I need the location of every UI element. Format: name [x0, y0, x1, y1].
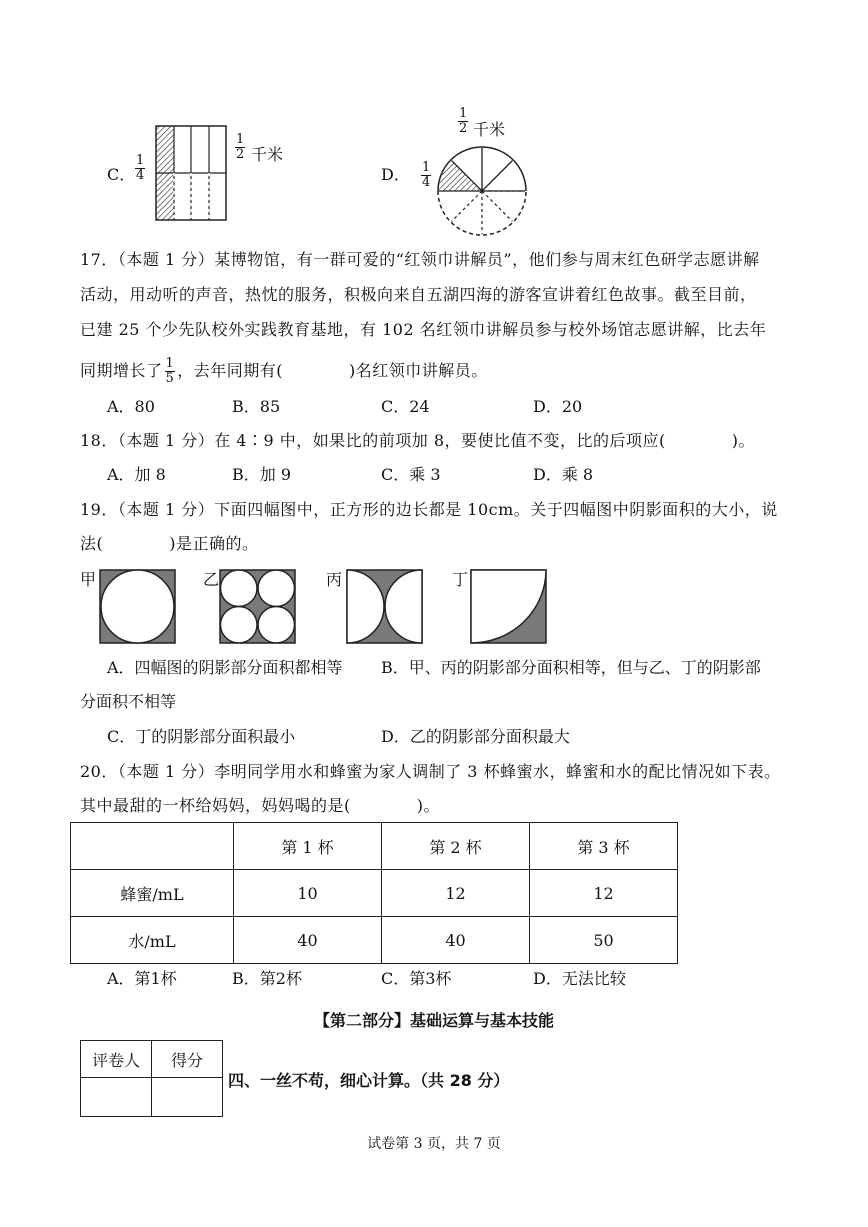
- q19-fig-label-yi: 乙: [203, 570, 220, 589]
- q17-text-line-2: 活动，用动听的声音，热忱的服务，积极向来自五湖四海的游客宣讲着红色故事。截至目前，: [80, 285, 757, 304]
- q17-option-a[interactable]: A．80: [107, 397, 155, 416]
- table-cell: 12: [530, 870, 678, 917]
- table-header-row: [71, 823, 678, 870]
- table-cell: 12: [382, 870, 530, 917]
- q20-option-b[interactable]: B．第2杯: [232, 969, 302, 988]
- q19-option-a[interactable]: A．四幅图的阴影部分面积都相等: [107, 658, 343, 677]
- q20-text-line-2: 其中最甜的一杯给妈妈，妈妈喝的是( )。: [80, 796, 440, 815]
- table-header-cell: 第 3 杯: [530, 823, 678, 870]
- score-cell-score[interactable]: [152, 1078, 223, 1117]
- table-cell: 40: [234, 917, 382, 964]
- q16-c-unit: 千米: [251, 145, 284, 164]
- q17-fraction: $\frac{1}{5}$: [165, 356, 175, 386]
- q17-option-b[interactable]: B．85: [232, 397, 281, 416]
- q19-figure-yi: [219, 569, 297, 645]
- table-row: [71, 917, 678, 964]
- q19-text-line-1: 19．（本题 1 分）下面四幅图中，正方形的边长都是 10cm。关于四幅图中阴影面积的大小，说: [80, 500, 778, 519]
- q20-option-c[interactable]: C．第3杯: [381, 969, 452, 988]
- table-cell: 40: [382, 917, 530, 964]
- q18-text: 18．（本题 1 分）在 4∶9 中，如果比的前项加 8，要使比值不变，比的后项应( )。: [80, 431, 755, 450]
- q20-option-d[interactable]: D．无法比较: [533, 969, 626, 988]
- score-box: [80, 1040, 223, 1117]
- q16-c-rectangle-diagram: [150, 124, 230, 224]
- q19-fig-label-bing: 丙: [326, 570, 343, 589]
- table-cell: 水/mL: [71, 917, 234, 964]
- q19-figure-ding: [470, 569, 548, 645]
- q18-option-a[interactable]: A．加 8: [107, 465, 166, 484]
- q16-d-unit: 千米: [473, 120, 506, 139]
- table-cell: 10: [234, 870, 382, 917]
- q18-option-d[interactable]: D．乘 8: [533, 465, 594, 484]
- table-header-cell: 第 2 杯: [382, 823, 530, 870]
- q17-option-c[interactable]: C．24: [381, 397, 430, 416]
- q16-d-circle-diagram: [434, 143, 530, 239]
- section-four-title: 四、一丝不苟，细心计算。（共 28 分）: [228, 1071, 510, 1090]
- q16-d-top-fraction: $\frac{1}{2}$: [459, 106, 468, 136]
- q17-text-line-1: 17．（本题 1 分）某博物馆，有一群可爱的“红领巾讲解员”，他们参与周末红色研学志愿讲解: [80, 250, 760, 269]
- q20-honey-water-table: [70, 822, 678, 964]
- q16-d-left-fraction: $\frac{1}{4}$: [422, 160, 431, 190]
- q17-option-d[interactable]: D．20: [533, 397, 583, 416]
- q16-option-c-label: C．: [107, 165, 136, 184]
- q19-option-b-continued: 分面积不相等: [80, 692, 177, 711]
- q18-option-b[interactable]: B．加 9: [232, 465, 292, 484]
- q17-text-line-4: 同期增长了 $\frac{1}{5}$ ，去年同期有( )名红领巾讲解员。: [80, 356, 488, 386]
- part2-title: 【第二部分】基础运算与基本技能: [313, 1011, 554, 1030]
- score-cell-grader[interactable]: [81, 1078, 152, 1117]
- q19-figure-jia: [99, 569, 177, 645]
- q16-option-d-label: D．: [381, 165, 410, 184]
- q20-text-line-1: 20．（本题 1 分）李明同学用水和蜂蜜为家人调制了 3 杯蜂蜜水，蜂蜜和水的配比情况如下表。: [80, 762, 781, 781]
- score-header-score: 得分: [152, 1041, 223, 1078]
- q19-fig-label-ding: 丁: [452, 570, 469, 589]
- q18-option-c[interactable]: C．乘 3: [381, 465, 441, 484]
- q19-option-d[interactable]: D．乙的阴影部分面积最大: [381, 727, 570, 746]
- q19-fig-label-jia: 甲: [80, 570, 97, 589]
- q20-option-a[interactable]: A．第1杯: [107, 969, 177, 988]
- q19-option-c[interactable]: C．丁的阴影部分面积最小: [107, 727, 296, 746]
- table-header-cell: [71, 823, 234, 870]
- table-row: [71, 870, 678, 917]
- table-cell: 50: [530, 917, 678, 964]
- table-header-cell: 第 1 杯: [234, 823, 382, 870]
- q19-figure-bing: [346, 569, 424, 645]
- q17-text-line-3: 已建 25 个少先队校外实践教育基地，有 102 名红领巾讲解员参与校外场馆志愿讲解，比去年: [80, 320, 767, 339]
- q19-option-b[interactable]: B．甲、丙的阴影部分面积相等，但与乙、丁的阴影部: [381, 658, 761, 677]
- page-footer: 试卷第 3 页，共 7 页: [367, 1136, 501, 1152]
- q16-c-right-fraction: $\frac{1}{2}$: [236, 132, 245, 162]
- score-header-grader: 评卷人: [81, 1041, 152, 1078]
- table-cell: 蜂蜜/mL: [71, 870, 234, 917]
- q19-text-line-2: 法( )是正确的。: [80, 534, 259, 553]
- q16-c-left-fraction: $\frac{1}{4}$: [136, 153, 145, 183]
